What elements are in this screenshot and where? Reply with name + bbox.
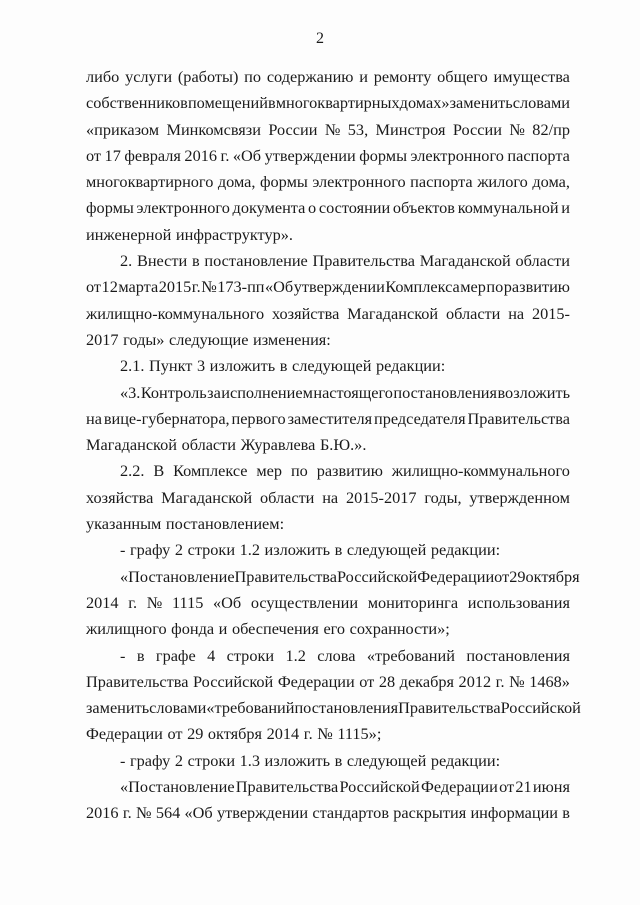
word: паспорта bbox=[507, 145, 570, 165]
text-line bbox=[86, 564, 580, 590]
word: 2014 bbox=[86, 592, 119, 612]
word: развитию bbox=[503, 277, 570, 297]
word: России bbox=[268, 119, 318, 139]
word: «Постановление bbox=[120, 777, 235, 797]
word: изложить bbox=[264, 750, 331, 770]
word: информации bbox=[470, 803, 559, 823]
word: декабря bbox=[399, 671, 454, 691]
word: В bbox=[153, 461, 165, 481]
word: № bbox=[136, 803, 152, 823]
text-line bbox=[86, 301, 570, 327]
word: 2012 bbox=[458, 671, 492, 691]
word: 2.2. bbox=[120, 461, 145, 481]
word: г. bbox=[128, 592, 138, 612]
word: фонда bbox=[171, 619, 215, 639]
word: словами bbox=[149, 698, 207, 718]
word: Правительства bbox=[312, 251, 415, 271]
word: 2017 bbox=[86, 329, 119, 349]
word: 2015 bbox=[158, 277, 192, 297]
word: в bbox=[562, 803, 570, 823]
word: осуществлении bbox=[250, 592, 359, 612]
word: области bbox=[515, 251, 570, 271]
word: № bbox=[201, 277, 217, 297]
word: г. bbox=[495, 671, 505, 691]
word: Российской bbox=[500, 698, 581, 718]
word: редакции: bbox=[430, 540, 501, 560]
word: Комплекса bbox=[385, 277, 460, 297]
word: 2015-2017 bbox=[345, 487, 417, 507]
word: домах» bbox=[399, 93, 450, 113]
word: Пункт bbox=[148, 356, 193, 376]
word: «3. bbox=[120, 382, 141, 402]
word: объектов bbox=[392, 198, 455, 218]
word: в bbox=[136, 645, 145, 665]
text-line bbox=[86, 748, 570, 774]
word: постановления bbox=[393, 382, 498, 402]
text-line bbox=[86, 669, 570, 695]
word: от bbox=[494, 566, 510, 586]
word: 12 bbox=[101, 277, 118, 297]
page-number: 2 bbox=[316, 30, 324, 47]
text-line bbox=[86, 90, 570, 116]
word: 1115»; bbox=[337, 724, 382, 744]
word: мер bbox=[256, 461, 283, 481]
word: в bbox=[191, 251, 200, 271]
text-line bbox=[86, 695, 581, 721]
word: заменить bbox=[86, 698, 150, 718]
word: октября bbox=[207, 724, 263, 744]
word: № bbox=[324, 119, 341, 139]
word: г. bbox=[122, 803, 132, 823]
word: 29 bbox=[187, 724, 204, 744]
word: заменить bbox=[449, 93, 513, 113]
word: 28 bbox=[378, 671, 396, 691]
text-line bbox=[86, 432, 570, 458]
word: формы bbox=[86, 198, 134, 218]
text-line bbox=[86, 195, 570, 221]
word: Федерации bbox=[277, 671, 355, 691]
word: и bbox=[359, 67, 368, 86]
word: жилищно-коммунального bbox=[391, 461, 570, 481]
word: Комплексе bbox=[173, 461, 248, 481]
word: на bbox=[86, 408, 102, 428]
word: жилого bbox=[477, 172, 528, 192]
word: строки bbox=[187, 750, 236, 770]
word: первого bbox=[231, 408, 286, 428]
word: состоянии bbox=[318, 198, 391, 218]
word: Магаданской bbox=[86, 435, 177, 455]
text-line bbox=[86, 143, 570, 169]
word: Федерации bbox=[417, 566, 495, 586]
text-line bbox=[86, 721, 570, 747]
text-line bbox=[86, 169, 570, 195]
word: раскрытия bbox=[393, 803, 467, 823]
word: № bbox=[317, 724, 333, 744]
word: 1.2 bbox=[239, 540, 260, 560]
word: сохранности»; bbox=[349, 619, 450, 639]
word: формы bbox=[259, 172, 308, 192]
word: утверждении bbox=[264, 145, 356, 165]
word: ремонту bbox=[373, 67, 432, 86]
word: 21 bbox=[515, 777, 532, 797]
word: 564 bbox=[155, 803, 181, 823]
word: «требований bbox=[366, 645, 455, 665]
text-line bbox=[86, 117, 570, 143]
word: от bbox=[499, 777, 515, 797]
text-line bbox=[86, 222, 570, 248]
word: исполнением bbox=[221, 382, 313, 402]
word: 82/пр bbox=[532, 119, 570, 139]
word: возложить bbox=[497, 382, 570, 402]
word: постановления bbox=[466, 645, 570, 665]
word: изложить bbox=[264, 540, 331, 560]
word: 2 bbox=[174, 540, 184, 560]
word: № bbox=[509, 671, 525, 691]
word: «требований bbox=[206, 698, 295, 718]
word: жилищного bbox=[86, 619, 167, 639]
word: г. bbox=[303, 724, 313, 744]
word: от bbox=[167, 724, 183, 744]
word: в bbox=[334, 750, 343, 770]
word: Минкомсвязи bbox=[166, 119, 261, 139]
word: утверждении bbox=[216, 803, 309, 823]
word: Российской bbox=[193, 671, 274, 691]
word: октября bbox=[525, 566, 580, 586]
word: «Об bbox=[213, 592, 242, 612]
word: 2.1. bbox=[120, 356, 145, 376]
word: использования bbox=[467, 592, 570, 612]
word: и bbox=[561, 198, 570, 218]
word: - bbox=[120, 645, 126, 665]
text-line bbox=[86, 485, 570, 511]
word: «приказом bbox=[86, 119, 160, 139]
word: формы bbox=[359, 145, 408, 165]
text-line bbox=[86, 380, 570, 406]
word: графе bbox=[155, 645, 196, 665]
word: постановление bbox=[204, 251, 308, 271]
word: собственников bbox=[86, 93, 188, 113]
word: «Постановление bbox=[120, 566, 235, 586]
word: инженерной bbox=[86, 224, 172, 244]
word: следующие bbox=[169, 329, 249, 349]
word: дома, bbox=[217, 172, 256, 192]
word: Б.Ю.». bbox=[319, 435, 367, 455]
word: 2. bbox=[120, 251, 133, 271]
word: в bbox=[334, 540, 343, 560]
word: Правительства bbox=[235, 777, 339, 797]
word: по bbox=[486, 277, 504, 297]
word: строки bbox=[226, 645, 275, 665]
word: Федерации bbox=[420, 777, 498, 797]
text-line bbox=[86, 537, 570, 563]
word: председателя bbox=[374, 408, 466, 428]
word: Журавлева bbox=[240, 435, 316, 455]
word: «Об bbox=[265, 277, 294, 297]
word: 1115 bbox=[172, 592, 204, 612]
word: инфраструктур». bbox=[175, 224, 293, 244]
word: Контроль bbox=[140, 382, 207, 402]
text-line bbox=[86, 406, 570, 432]
word: утверждении bbox=[293, 277, 385, 297]
word: 173-пп bbox=[217, 277, 265, 297]
word: г. bbox=[191, 277, 201, 297]
word: Федерации bbox=[86, 724, 163, 744]
word: многоквартирных bbox=[275, 93, 400, 113]
text-line bbox=[86, 274, 570, 300]
word: Российской bbox=[339, 777, 420, 797]
word: в bbox=[279, 356, 288, 376]
word: услуги bbox=[125, 67, 173, 86]
word: Правительства bbox=[467, 408, 570, 428]
text-line bbox=[86, 64, 570, 90]
word: 4 bbox=[207, 645, 216, 665]
word: дома, bbox=[532, 172, 570, 192]
word: от bbox=[359, 671, 375, 691]
word: следующей bbox=[292, 356, 372, 376]
word: 29 bbox=[509, 566, 526, 586]
word: настоящего bbox=[313, 382, 393, 402]
word: изменения: bbox=[253, 329, 331, 349]
word: графу bbox=[129, 540, 171, 560]
word: указанным bbox=[86, 514, 162, 534]
word: графу bbox=[129, 750, 171, 770]
word: коммунальной bbox=[457, 198, 559, 218]
word: заместителя bbox=[287, 408, 373, 428]
word: Правительства bbox=[398, 698, 501, 718]
text-line bbox=[86, 353, 570, 379]
word: Правительства bbox=[234, 566, 338, 586]
word: Внести bbox=[136, 251, 188, 271]
word: 1468» bbox=[529, 671, 570, 691]
document-body bbox=[86, 64, 581, 827]
word: постановлением: bbox=[165, 514, 285, 534]
word: паспорта bbox=[410, 172, 473, 192]
text-line bbox=[86, 800, 570, 826]
word: области bbox=[259, 487, 315, 507]
word: следующей bbox=[346, 540, 427, 560]
word: изложить bbox=[209, 356, 276, 376]
word: в bbox=[267, 93, 276, 113]
word: словами bbox=[512, 93, 570, 113]
text-line bbox=[86, 327, 570, 353]
word: Магаданской bbox=[419, 251, 511, 271]
word: 53, bbox=[347, 119, 369, 139]
word: мер bbox=[460, 277, 486, 297]
word: Правительства bbox=[86, 671, 189, 691]
word: слова bbox=[317, 645, 356, 665]
word: 3 bbox=[196, 356, 206, 376]
word: утвержденном bbox=[469, 487, 570, 507]
word: имущества bbox=[493, 67, 570, 86]
word: 2016 bbox=[184, 145, 217, 165]
word: следующей bbox=[346, 750, 427, 770]
word: России bbox=[452, 119, 502, 139]
word: электронного bbox=[410, 145, 504, 165]
word: редакции: bbox=[430, 750, 501, 770]
word: постановления bbox=[294, 698, 399, 718]
word: 17 bbox=[104, 145, 121, 165]
word: № bbox=[509, 119, 525, 139]
word: - bbox=[120, 750, 126, 770]
word: марта bbox=[118, 277, 159, 297]
word: «Об bbox=[232, 145, 262, 165]
word: хозяйства bbox=[86, 487, 154, 507]
word: № bbox=[146, 592, 163, 612]
text-line bbox=[86, 774, 570, 800]
word: г. bbox=[220, 145, 230, 165]
word: стандартов bbox=[312, 803, 390, 823]
word: его bbox=[323, 619, 346, 639]
word: годы, bbox=[424, 487, 462, 507]
text-line bbox=[86, 643, 570, 669]
word: (работы) bbox=[177, 67, 239, 86]
word: от bbox=[86, 145, 102, 165]
word: 2 bbox=[174, 750, 184, 770]
word: и bbox=[218, 619, 228, 639]
word: жилищно-коммунального bbox=[86, 303, 265, 323]
word: по bbox=[290, 461, 308, 481]
word: 2015- bbox=[531, 303, 570, 323]
word: области bbox=[445, 303, 501, 323]
word: 1.2 bbox=[285, 645, 306, 665]
word: Магаданской bbox=[161, 487, 253, 507]
word: электронного bbox=[312, 172, 406, 192]
word: от bbox=[86, 277, 102, 297]
word: документа bbox=[232, 198, 306, 218]
word: 2016 bbox=[86, 803, 119, 823]
word: на bbox=[322, 487, 339, 507]
word: редакции: bbox=[376, 356, 446, 376]
word: общего bbox=[437, 67, 488, 86]
word: о bbox=[308, 198, 317, 218]
text-line bbox=[86, 458, 570, 484]
text-line bbox=[86, 616, 570, 642]
word: Минстроя bbox=[375, 119, 446, 139]
text-line bbox=[86, 511, 570, 537]
word: вице-губернатора, bbox=[103, 408, 230, 428]
word: июня bbox=[532, 777, 570, 797]
word: на bbox=[508, 303, 525, 323]
word: за bbox=[207, 382, 221, 402]
word: по bbox=[244, 67, 262, 86]
word: развитию bbox=[316, 461, 383, 481]
word: 1.3 bbox=[239, 750, 260, 770]
word: мониторинга bbox=[367, 592, 459, 612]
word: содержанию bbox=[266, 67, 354, 86]
word: обеспечения bbox=[231, 619, 319, 639]
word: годы» bbox=[123, 329, 165, 349]
text-line bbox=[86, 590, 570, 616]
word: области bbox=[181, 435, 236, 455]
word: помещений bbox=[187, 93, 268, 113]
word: Магаданской bbox=[347, 303, 439, 323]
word: строки bbox=[187, 540, 236, 560]
word: либо bbox=[86, 67, 120, 86]
word: 2014 bbox=[266, 724, 300, 744]
word: многоквартирного bbox=[86, 172, 214, 192]
word: «Об bbox=[184, 803, 213, 823]
word: электронного bbox=[136, 198, 230, 218]
word: Российской bbox=[337, 566, 418, 586]
word: февраля bbox=[124, 145, 181, 165]
text-line bbox=[86, 248, 570, 274]
word: хозяйства bbox=[271, 303, 340, 323]
word: - bbox=[120, 540, 126, 560]
